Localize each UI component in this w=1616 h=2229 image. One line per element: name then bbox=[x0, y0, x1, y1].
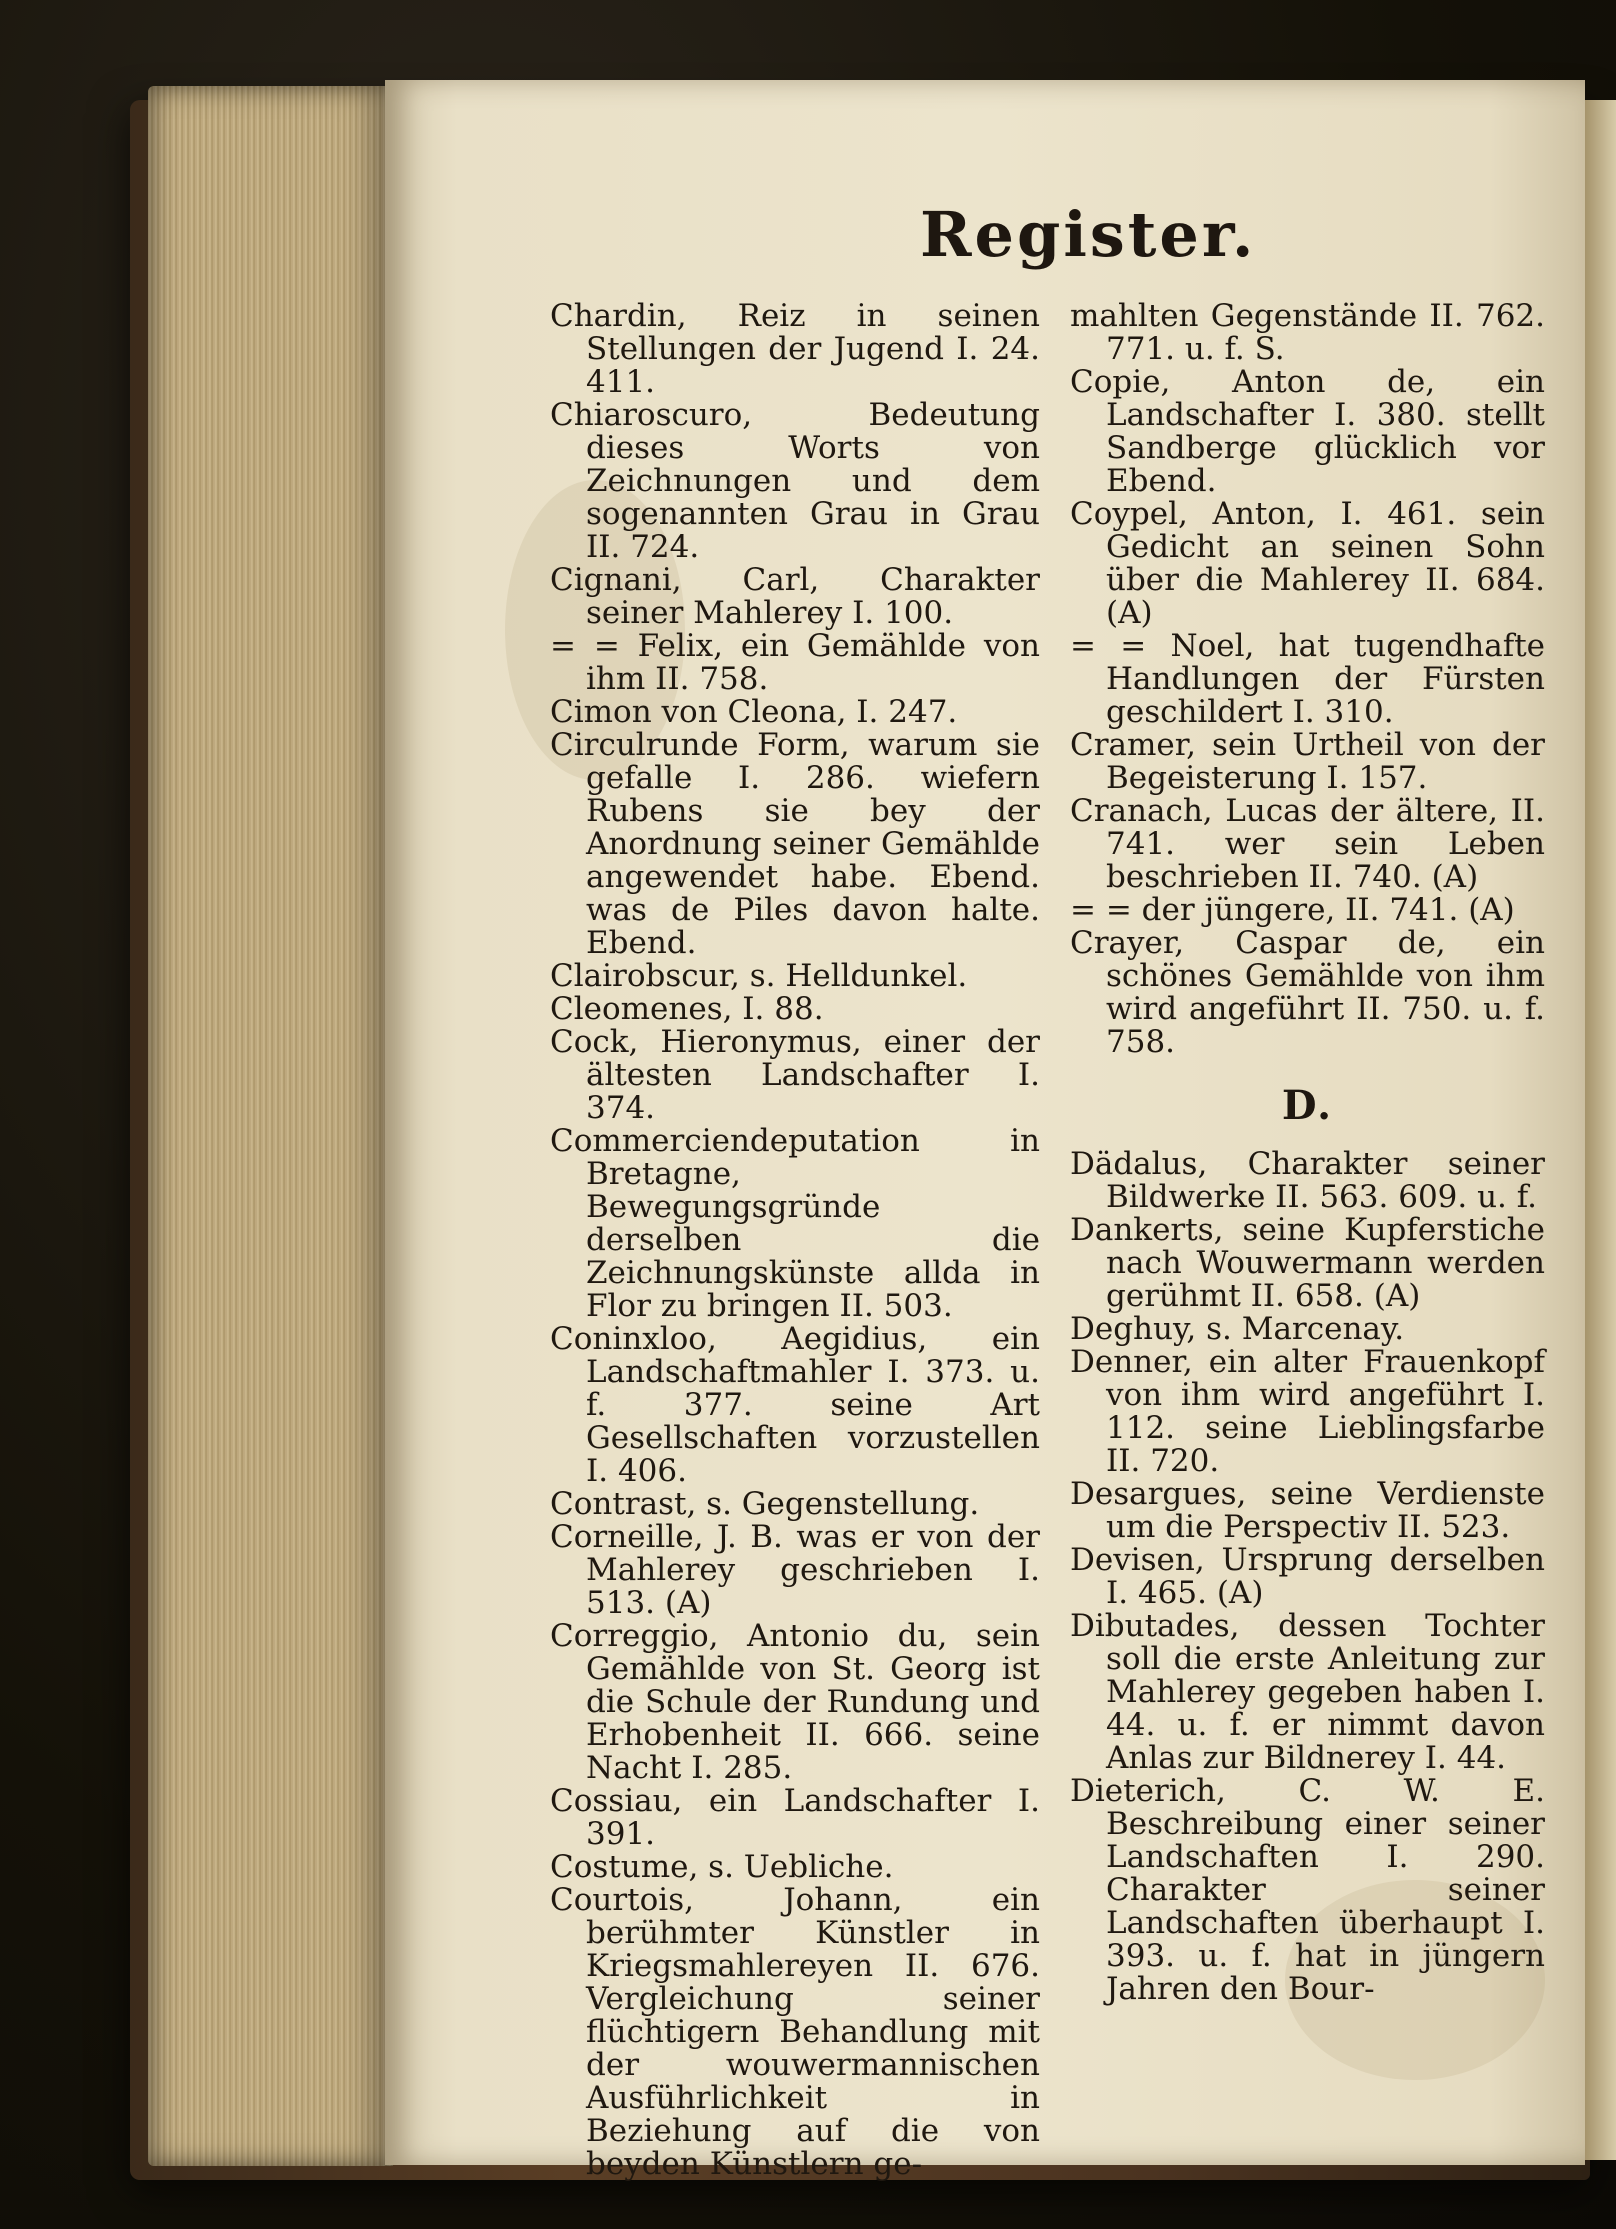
index-entry: Dieterich, C. W. E. Beschreibung einer seiner Landschaften I. 290. Charakter seiner Landschaften überhaupt I. 393. u. f. hat in jüngern Jahren den Bour- bbox=[1070, 1773, 1545, 2007]
index-entry: Corneille, J. B. was er von der Mahlerey geschrieben I. 513. (A) bbox=[550, 1519, 1040, 1621]
index-column-right bbox=[1070, 300, 1545, 2006]
index-entry: Crayer, Caspar de, ein schönes Gemählde von ihm wird angeführt II. 750. u. f. 758. bbox=[1070, 925, 1545, 1060]
index-entry: Correggio, Antonio du, sein Gemählde von St. Georg ist die Schule der Rundung und Erhobenheit II. 666. seine Nacht I. 285. bbox=[550, 1618, 1040, 1786]
adjacent-page-edge bbox=[1585, 100, 1616, 2160]
index-entry: Chardin, Reiz in seinen Stellungen der Jugend I. 24. 411. bbox=[550, 298, 1040, 400]
index-entry: Courtois, Johann, ein berühmter Künstler in Kriegsmahlereyen II. 676. Vergleichung seiner flüchtigern Behandlung mit der wouwermannischen Ausführlichkeit in Beziehung auf die von beyden Künstlern ge- bbox=[550, 1882, 1040, 2182]
index-entry: Cossiau, ein Landschafter I. 391. bbox=[550, 1783, 1040, 1852]
index-column-left bbox=[550, 300, 1040, 2181]
index-entry: Dankerts, seine Kupferstiche nach Wouwermann werden gerühmt II. 658. (A) bbox=[1070, 1212, 1545, 1314]
index-entry: Cramer, sein Urtheil von der Begeisterung I. 157. bbox=[1070, 727, 1545, 796]
index-entry: mahlten Gegenstände II. 762. 771. u. f. S. bbox=[1070, 298, 1545, 367]
index-entry: Clairobscur, s. Helldunkel. bbox=[550, 958, 968, 994]
index-entry: Deghuy, s. Marcenay. bbox=[1070, 1311, 1405, 1347]
index-entry: Coninxloo, Aegidius, ein Landschaftmahler I. 373. u. f. 377. seine Art Gesellschaften vorzustellen I. 406. bbox=[550, 1321, 1040, 1489]
index-entry: Contrast, s. Gegenstellung. bbox=[550, 1486, 980, 1522]
index-entry: Commerciendeputation in Bretagne, Bewegungsgründe derselben die Zeichnungskünste allda in Flor zu bringen II. 503. bbox=[550, 1123, 1040, 1324]
index-entry: Cranach, Lucas der ältere, II. 741. wer sein Leben beschrieben II. 740. (A) bbox=[1070, 793, 1545, 895]
index-entry: Cignani, Carl, Charakter seiner Mahlerey I. 100. bbox=[550, 562, 1040, 631]
index-entry: Dibutades, dessen Tochter soll die erste Anleitung zur Mahlerey gegeben haben I. 44. u. f. er nimmt davon Anlas zur Bildnerey I. 44. bbox=[1070, 1608, 1545, 1776]
index-entry: = = Felix, ein Gemählde von ihm II. 758. bbox=[550, 628, 1040, 697]
index-entry: Circulrunde Form, warum sie gefalle I. 286. wiefern Rubens sie bey der Anordnung seiner Gemählde angewendet habe. Ebend. was de Piles davon halte. Ebend. bbox=[550, 727, 1040, 961]
index-entry: Chiaroscuro, Bedeutung dieses Worts von Zeichnungen und dem sogenannten Grau in Grau II. 724. bbox=[550, 397, 1040, 565]
page-title: Register. bbox=[920, 198, 1257, 271]
index-entry: Desargues, seine Verdienste um die Perspectiv II. 523. bbox=[1070, 1476, 1545, 1545]
index-entry: Cimon von Cleona, I. 247. bbox=[550, 694, 958, 730]
index-entry: = = Noel, hat tugendhafte Handlungen der Fürsten geschildert I. 310. bbox=[1070, 628, 1545, 730]
index-entry: Cleomenes, I. 88. bbox=[550, 991, 824, 1027]
index-entry: Copie, Anton de, ein Landschafter I. 380. stellt Sandberge glücklich vor Ebend. bbox=[1070, 364, 1545, 499]
page-edges bbox=[148, 86, 393, 2166]
index-entry: Devisen, Ursprung derselben I. 465. (A) bbox=[1070, 1542, 1545, 1611]
index-entry: Denner, ein alter Frauenkopf von ihm wird angeführt I. 112. seine Lieblingsfarbe II. 720. bbox=[1070, 1344, 1545, 1479]
index-entry: Cock, Hieronymus, einer der ältesten Landschafter I. 374. bbox=[550, 1024, 1040, 1126]
index-entry: Dädalus, Charakter seiner Bildwerke II. 563. 609. u. f. bbox=[1070, 1146, 1545, 1215]
index-entry: = = der jüngere, II. 741. (A) bbox=[1070, 892, 1515, 928]
index-entry: Coypel, Anton, I. 461. sein Gedicht an seinen Sohn über die Mahlerey II. 684. (A) bbox=[1070, 496, 1545, 631]
section-letter-heading: D. bbox=[1281, 1082, 1334, 1129]
index-entry: Costume, s. Uebliche. bbox=[550, 1849, 894, 1885]
